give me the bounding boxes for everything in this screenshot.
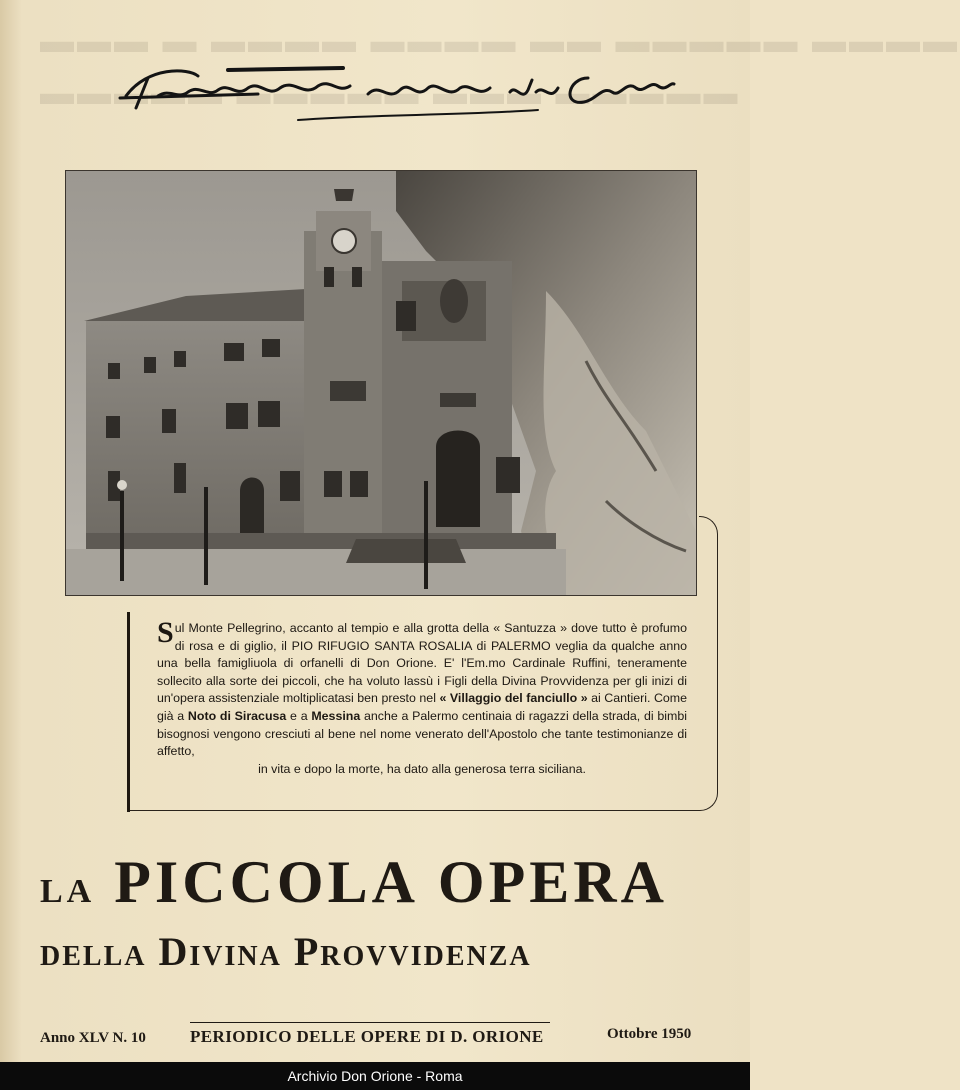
handwritten-motto [118,58,678,138]
caption-frame [127,612,718,811]
noto-name: Noto di Siracusa [187,708,287,723]
church-photograph [66,171,696,595]
motto-signature [118,58,678,138]
villaggio-name: « Villaggio del fanciullo » [439,691,588,706]
masthead-provvidenza-initial: P [293,929,321,974]
masthead-provvidenza-rest: ROVVIDENZA [320,941,532,972]
caption-part-1: ul Monte Pellegrino, accanto al tempio e alla grotta della « Santuzza » dove tutto è profumo di rosa e di giglio, il PIO RIFUGIO SANTA ROSALIA di PALERMO veglia da qualche anno una bella famigliuola di orfanelli di Don Orione. E' l'Em.mo Cardinale Ruffini, teneramente sollecito alla sorte dei piccoli, che ha voluto lassù i Figli della Divina Provvidenza per gli inizi di un'opera assistenziale moltiplicatasi ben presto nel [157,621,687,706]
masthead-della: DELLA [40,941,147,972]
caption-part-2: ai Cantieri. Come già a [157,691,688,723]
masthead-divina-rest: IVINA [189,941,282,972]
bleed-through-text: ▬▬▬ ▬ ▬▬▬▬ ▬▬▬▬ ▬▬ ▬▬▬▬▬ ▬▬▬▬ ▬▬▬▬▬ ▬▬▬▬▬ ▬▬▬ ▬▬▬▬▬ [40,23,960,112]
masthead-la: LA [40,873,96,910]
masthead-opera: OPERA [437,849,668,915]
caption-last-line: in vita e dopo la morte, ha dato alla generosa terra siciliana. [258,761,586,776]
drop-cap: S [157,616,174,649]
masthead-divina-initial: D [158,929,190,974]
issue-number: Anno XLV N. 10 [40,1030,146,1046]
caption-part-3: e a [286,708,312,723]
archive-watermark-bar: Archivio Don Orione - Roma [0,1062,750,1090]
masthead-line-2 [40,928,700,981]
messina-name: Messina [311,708,361,723]
caption-right-rule [699,516,718,613]
masthead-line-1 [40,847,700,927]
caption-text [157,616,688,778]
issue-date: Ottobre 1950 [607,1026,692,1042]
periodical-subtitle: PERIODICO DELLE OPERE DI D. ORIONE [190,1022,550,1047]
caption-left-rule [127,612,130,812]
caption-part-4: anche a Palermo centinaia di ragazzi della strada, di bimbi bisognosi vengono cresciuti al bene nel nome venerato dell'Apostolo che tante testimonianze di affetto, [157,708,687,759]
masthead-piccola: PICCOLA [114,849,419,915]
santa-rosalia-sanctuary-image [66,171,696,595]
